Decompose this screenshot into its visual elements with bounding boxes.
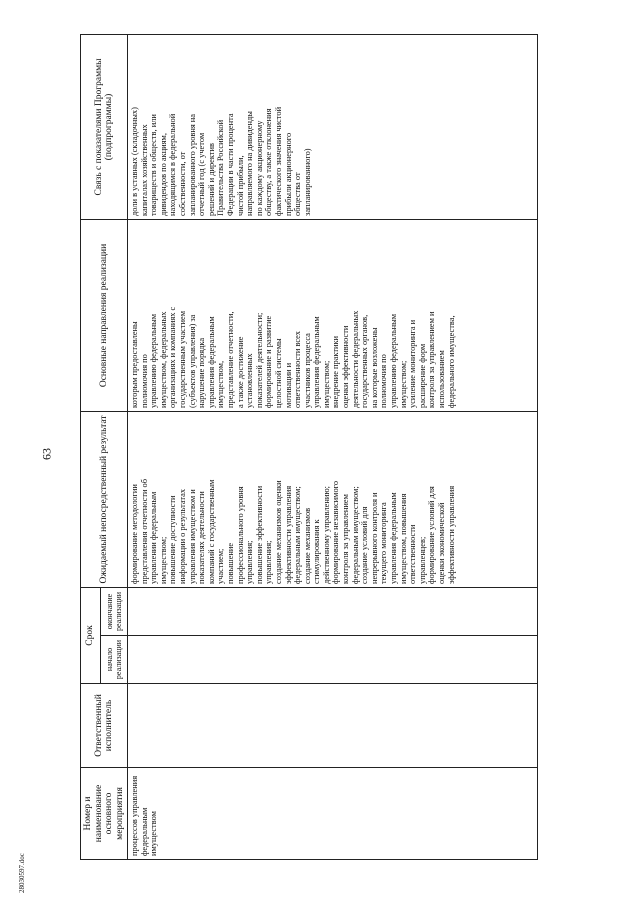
text-line: запланированного уровня на — [187, 113, 197, 216]
text-line: федеральным имуществом; — [350, 486, 360, 584]
text-line: эффективности управления — [446, 485, 456, 584]
text-line: капиталах хозяйственных — [139, 124, 149, 216]
text-line: чистой прибыли, — [235, 155, 245, 216]
text-line: ответственности всех — [293, 331, 303, 408]
text-line: управления имуществом и — [187, 489, 197, 584]
text-line: создание условий для — [360, 506, 370, 584]
cell-result — [128, 411, 538, 587]
text-line: собственности, от — [177, 151, 187, 216]
text-line: доли в уставных (складочных) — [130, 107, 139, 216]
text-line: эффективности управления — [283, 485, 293, 584]
text-line: управления федеральным — [206, 316, 216, 408]
header-start: начало реализации — [100, 636, 127, 684]
text-line: управления федеральным — [389, 492, 399, 584]
text-line: запланированного) — [302, 148, 312, 216]
text-line: мотивации и — [283, 362, 293, 408]
text-line: показателей деятельности; — [254, 312, 264, 408]
text-line: организациях и компаниях с — [168, 306, 178, 408]
text-line: контроля за управлением — [341, 494, 351, 584]
cell-executor — [128, 684, 538, 768]
text-line: федерального имущества, — [446, 315, 456, 408]
cell-end — [128, 587, 538, 635]
text-line: контроля за управлением и — [427, 311, 437, 408]
text-line: участников процесса — [302, 333, 312, 408]
text-line: имуществом — [149, 811, 159, 856]
text-line: Федерации в части процента — [225, 113, 235, 216]
text-line: (субъектов управления) за — [187, 314, 197, 408]
text-line: обществу, а также отклонения — [264, 108, 274, 216]
text-line: федеральным имуществом; — [293, 486, 303, 584]
text-line: расширение форм — [417, 343, 427, 408]
text-line: установленных — [245, 353, 255, 408]
text-line: информации о результатах — [177, 488, 187, 584]
text-line: оценки эффективности — [341, 325, 351, 408]
text-line: федеральным — [139, 807, 149, 856]
header-link: Связь с показателями Программы (подпрограммы) — [81, 34, 128, 219]
rotated-page-content — [80, 35, 620, 860]
text-line: формирование условий для — [427, 486, 437, 584]
text-line: направляемого на дивиденды — [245, 111, 255, 216]
text-line: нарушение порядка — [197, 337, 207, 408]
text-line: отчетный год (с учетом — [197, 132, 207, 216]
table-row — [128, 34, 538, 859]
text-line: управления федеральным — [312, 316, 322, 408]
text-line: имуществом, — [216, 360, 226, 408]
text-line: компаний с государственным — [206, 479, 216, 584]
text-line: решений и директив — [206, 143, 216, 216]
text-line: имуществом, федеральных — [158, 311, 168, 408]
cell-directions — [128, 219, 538, 411]
text-line: участием; — [216, 548, 226, 584]
text-line: имуществом; — [398, 360, 408, 408]
text-line: управленцев; — [417, 536, 427, 584]
text-line: находящимся в федеральной — [168, 113, 178, 216]
text-line: государственным участием — [177, 310, 187, 408]
text-line: процессов управления — [130, 775, 139, 856]
text-line: повышение эффективности — [254, 485, 264, 584]
text-line: использованием — [437, 350, 446, 408]
header-executor: Ответственный исполнитель — [81, 684, 128, 768]
text-line: государственных органов, — [360, 314, 370, 408]
measures-table — [80, 34, 538, 860]
header-result: Ожидаемый непосредственный результат — [81, 411, 128, 587]
text-line: формирование и развитие — [264, 315, 274, 408]
text-line: общества от — [293, 172, 303, 216]
text-line: повышение — [225, 542, 235, 584]
text-line: имуществом; — [158, 536, 168, 584]
cell-measure — [128, 768, 538, 860]
text-line: формирование методологии — [130, 484, 139, 584]
text-line: усиление мониторинга и — [408, 319, 418, 408]
text-line: управлении федеральным — [149, 491, 159, 584]
text-line: управления; — [264, 540, 274, 584]
text-line: по каждому акционерному — [254, 120, 264, 216]
header-term: Срок — [81, 587, 101, 683]
text-line: деятельности федеральных — [350, 310, 360, 408]
text-line: на которые возложены — [369, 327, 379, 408]
header-measure: Номер и наименование основного мероприятия — [81, 768, 128, 860]
header-directions: Основные направления реализации — [81, 219, 128, 411]
text-line: представление отчетности, — [225, 311, 235, 408]
text-line: создание механизмов — [302, 507, 312, 584]
text-line: представления отчетности об — [139, 478, 149, 584]
text-line: повышение доступности — [168, 495, 178, 584]
text-line: создание механизмов оценки — [273, 480, 283, 584]
cell-link — [128, 34, 538, 219]
document-footer: 28030597.doc — [18, 853, 26, 893]
text-line: полномочия по — [379, 354, 389, 408]
text-line: дивидендов по акциям, — [158, 133, 168, 216]
header-end: окончание реализации — [100, 587, 127, 635]
text-line: а также достижение — [235, 336, 245, 408]
cell-start — [128, 636, 538, 684]
text-line: управления; — [245, 540, 255, 584]
text-line: полномочия по — [139, 354, 149, 408]
text-line: формирование независимого — [331, 480, 341, 584]
text-line: прибыли акционерного — [283, 132, 293, 216]
text-line: внедрение практики — [331, 335, 341, 408]
page-number: 63 — [39, 448, 54, 460]
text-line: имуществом; — [321, 360, 331, 408]
text-line: оценки экономической — [437, 502, 446, 584]
text-line: Правительства Российской — [216, 119, 226, 216]
text-line: фактического значения чистой — [273, 106, 283, 216]
text-line: управлению федеральным — [149, 313, 159, 408]
text-line: ответственности — [408, 524, 418, 584]
text-line: непрерывного контроля и — [369, 492, 379, 584]
text-line: показателях деятельности — [197, 491, 207, 584]
text-line: текущего мониторинга — [379, 502, 389, 584]
text-line: управлению федеральным — [389, 313, 399, 408]
text-line: товариществ и обществ, или — [149, 114, 159, 216]
text-line: действенному управлению; — [321, 486, 331, 584]
text-line: стимулирования к — [312, 519, 322, 584]
text-line: целостной системы — [273, 338, 283, 408]
text-line: которым предоставлены — [130, 321, 139, 408]
text-line: профессионального уровня — [235, 486, 245, 584]
text-line: имуществом, повышения — [398, 493, 408, 584]
